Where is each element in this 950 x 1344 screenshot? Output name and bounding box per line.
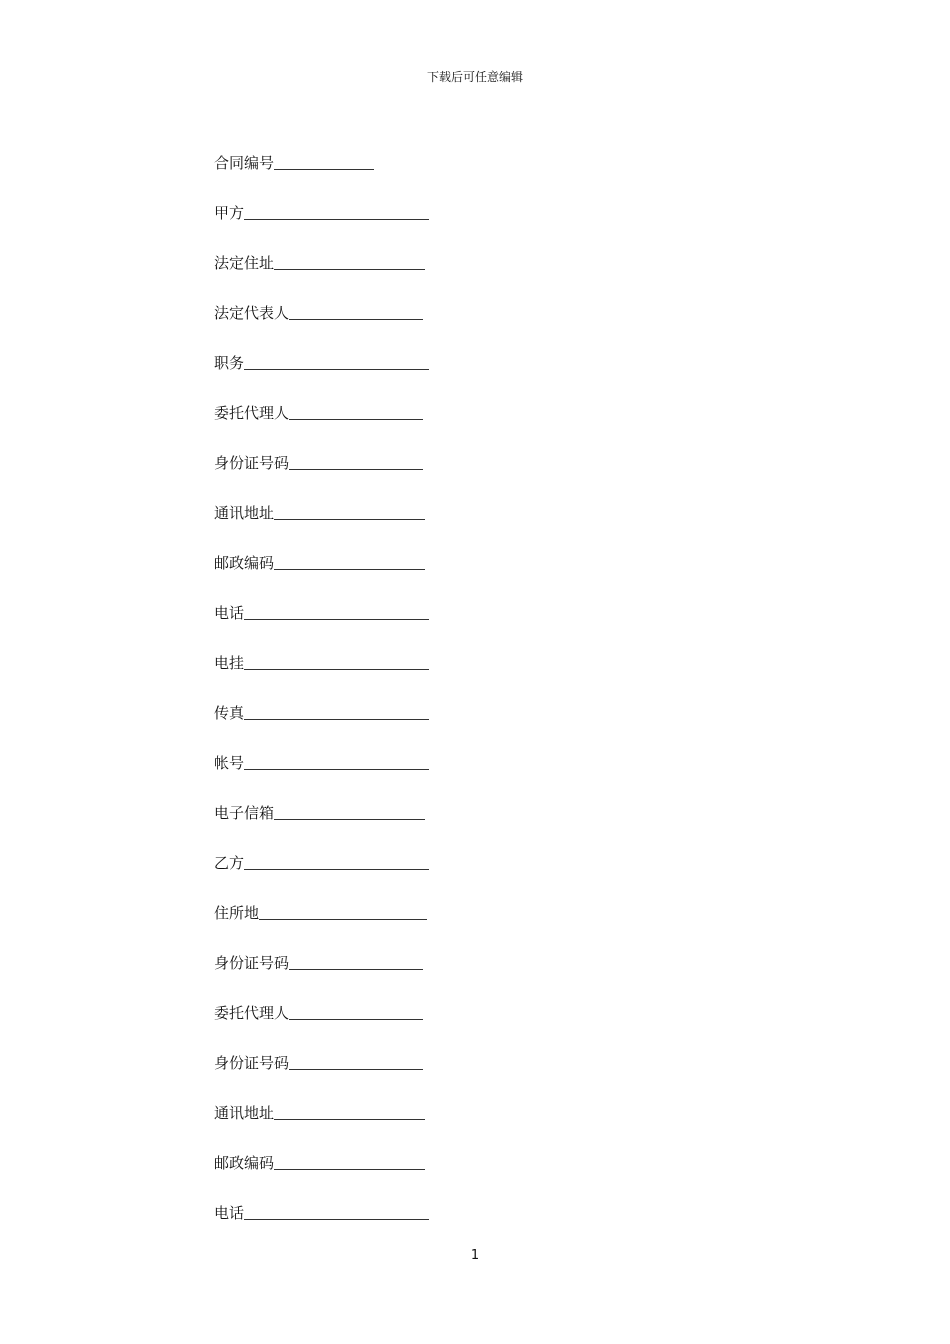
blank-line[interactable] xyxy=(289,1005,423,1020)
field-label: 邮政编码 xyxy=(214,1154,275,1172)
field-postal-code xyxy=(214,524,454,574)
field-label: 身份证号码 xyxy=(214,454,290,472)
blank-line[interactable] xyxy=(274,1155,425,1170)
field-label: 电子信箱 xyxy=(214,804,275,822)
blank-line[interactable] xyxy=(274,1105,425,1120)
contract-fields xyxy=(214,124,454,1224)
blank-line[interactable] xyxy=(289,455,423,470)
blank-line[interactable] xyxy=(244,605,429,620)
field-label: 身份证号码 xyxy=(214,1054,290,1072)
field-label: 通讯地址 xyxy=(214,504,275,522)
field-id-number xyxy=(214,424,454,474)
blank-line[interactable] xyxy=(274,555,425,570)
field-label: 委托代理人 xyxy=(214,404,290,422)
blank-line[interactable] xyxy=(244,755,429,770)
field-label: 合同编号 xyxy=(214,154,275,172)
blank-line[interactable] xyxy=(274,805,425,820)
field-authorized-agent xyxy=(214,374,454,424)
field-legal-representative xyxy=(214,274,454,324)
field-residence xyxy=(214,874,454,924)
field-party-a xyxy=(214,174,454,224)
blank-line[interactable] xyxy=(244,855,429,870)
blank-line[interactable] xyxy=(289,405,423,420)
blank-line[interactable] xyxy=(274,255,425,270)
field-label: 电话 xyxy=(214,1204,245,1222)
blank-line[interactable] xyxy=(244,705,429,720)
field-fax xyxy=(214,674,454,724)
field-label: 帐号 xyxy=(214,754,245,772)
page-header: 下载后可任意编辑 xyxy=(426,70,523,84)
field-label: 电话 xyxy=(214,604,245,622)
field-email xyxy=(214,774,454,824)
blank-line[interactable] xyxy=(289,955,423,970)
blank-line[interactable] xyxy=(244,355,429,370)
blank-line[interactable] xyxy=(244,655,429,670)
field-label: 身份证号码 xyxy=(214,954,290,972)
blank-line[interactable] xyxy=(274,505,425,520)
field-phone-b xyxy=(214,1174,454,1224)
field-label: 乙方 xyxy=(214,854,245,872)
page-number: 1 xyxy=(470,1248,480,1263)
field-label: 住所地 xyxy=(214,904,260,922)
field-authorized-agent-b xyxy=(214,974,454,1024)
field-agent-id-number-b xyxy=(214,1024,454,1074)
field-telegraph xyxy=(214,624,454,674)
field-contract-number xyxy=(214,124,454,174)
field-label: 职务 xyxy=(214,354,245,372)
field-position xyxy=(214,324,454,374)
field-label: 电挂 xyxy=(214,654,245,672)
field-label: 法定代表人 xyxy=(214,304,290,322)
blank-line[interactable] xyxy=(259,905,427,920)
blank-line[interactable] xyxy=(244,1205,429,1220)
field-label: 委托代理人 xyxy=(214,1004,290,1022)
field-legal-address xyxy=(214,224,454,274)
field-account xyxy=(214,724,454,774)
blank-line[interactable] xyxy=(244,205,429,220)
field-party-b xyxy=(214,824,454,874)
field-label: 传真 xyxy=(214,704,245,722)
blank-line[interactable] xyxy=(289,1055,423,1070)
field-phone xyxy=(214,574,454,624)
field-postal-code-b xyxy=(214,1124,454,1174)
blank-line[interactable] xyxy=(289,305,423,320)
field-mailing-address-b xyxy=(214,1074,454,1124)
field-label: 法定住址 xyxy=(214,254,275,272)
field-label: 甲方 xyxy=(214,204,245,222)
blank-line[interactable] xyxy=(274,155,374,170)
field-mailing-address xyxy=(214,474,454,524)
field-label: 通讯地址 xyxy=(214,1104,275,1122)
field-id-number-b xyxy=(214,924,454,974)
field-label: 邮政编码 xyxy=(214,554,275,572)
